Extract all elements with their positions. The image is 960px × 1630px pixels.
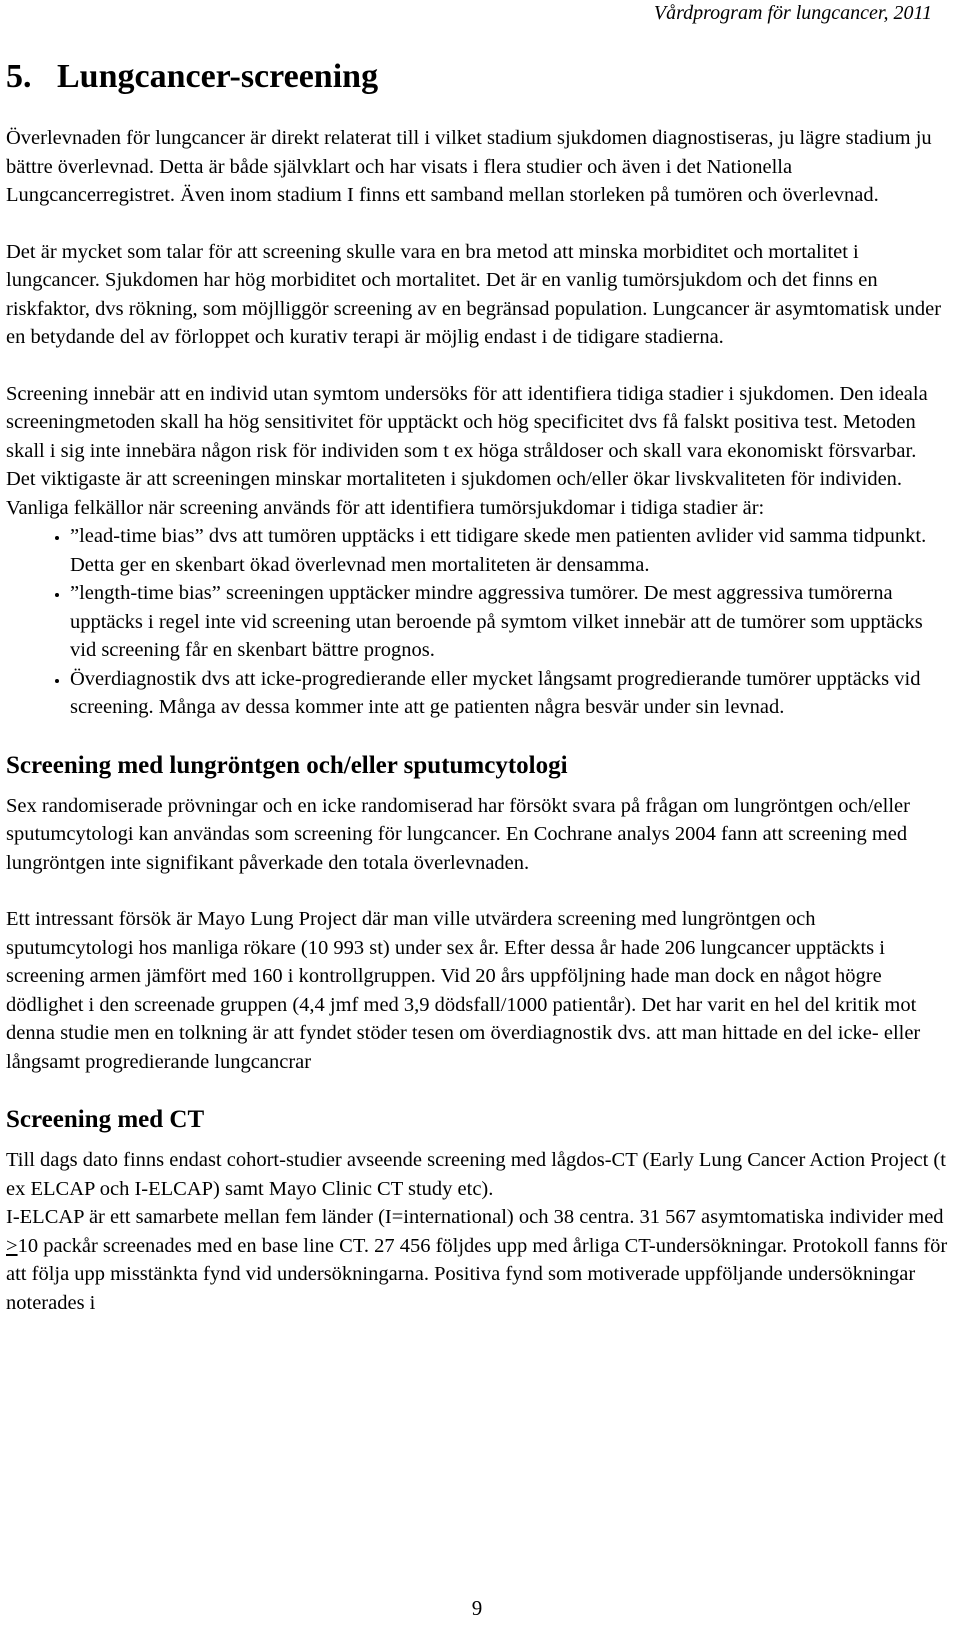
- body-text: [6, 124, 948, 1317]
- ct-text-end: 10 packår screenades med en base line CT. 27 456 följdes upp med årliga CT-undersökningar. Protokoll fanns för att följa upp misstänkta fynd vid undersökningarna. Positiva fynd som motiverade uppföljande undersökningar noterades i: [6, 1234, 948, 1314]
- running-header: Vårdprogram för lungcancer, 2011: [653, 2, 932, 24]
- motivation-paragraph: Det är mycket som talar för att screening skulle vara en bra metod att minska morbiditet och mortalitet i lungcancer. Sjukdomen har hög morbiditet och mortalitet. Det är en vanlig tumörsjukdom och det finns en riskfaktor, dvs rökning, som möjlliggör screening av en begränsad population. Lungcancer är asymtomatisk under en betydande del av förloppet och kurativ terapi är möjlig endast i de tidigare stadierna.: [6, 240, 942, 348]
- greater-than-sign: >: [6, 1234, 18, 1257]
- xray-paragraph-2: Ett intressant försök är Mayo Lung Project där man ville utvärdera screening med lungröntgen och sputumcytologi hos manliga rökare (10 993 st) under sex år. Efter dessa år hade 206 lungcancer upptäckts i screening armen jämfört med 160 i kontrollgruppen. Vid 20 års uppföljning hade man dock en något högre dödlighet i den screenade gruppen (4,4 jmf med 3,9 dödsfall/1000 patientår). Det har varit en hel del kritik mot denna studie men en tolkning är att fyndet stöder tesen om överdiagnostik dvs. att man hittade en del icke- eller långsamt progredierande lungcancrar: [6, 908, 921, 1073]
- section-heading-xray: Screening med lungröntgen och/eller sputumcytologi: [6, 751, 568, 779]
- list-item: • Överdiagnostik dvs att icke-progredierande eller mycket långsamt progredierande tumörer upptäcks vid screening. Många av dessa kommer inte att ge patienten några besvär under sin levnad.: [70, 665, 948, 722]
- section-heading-ct: Screening med CT: [6, 1106, 205, 1133]
- ct-text-start: I-ELCAP är ett samarbete mellan fem länder (I=international) och 38 centra. 31 567 asymtomatiska individer med: [6, 1206, 944, 1228]
- xray-paragraph-1: Sex randomiserade prövningar och en icke randomiserad har försökt svara på frågan om lungröntgen och/eller sputumcytologi kan användas som screening för lungcancer. En Cochrane analys 2004 fann att screening med lungröntgen inte signifikant påverkade den totala överlevnaden.: [6, 794, 910, 874]
- intro-paragraph: Överlevnaden för lungcancer är direkt relaterat till i vilket stadium sjukdomen diagnostiseras, ju lägre stadium ju bättre överlevnad. Detta är både självklart och har visats i flera studier och även i det Nationella Lungcancerregistret. Även inom stadium I finns ett samband mellan storleken på tumören och överlevnad.: [6, 127, 932, 206]
- list-item: • ”lead-time bias” dvs att tumören upptäcks i ett tidigare skede men patienten avlider vid samma tidpunkt. Detta ger en skenbart ökad överlevnad men mortaliteten är densamma.: [70, 522, 948, 579]
- ct-paragraph-1: Till dags dato finns endast cohort-studier avseende screening med lågdos-CT (Early Lung Cancer Action Project (t ex ELCAP och I-ELCAP) samt Mayo Clinic CT study etc).: [6, 1149, 946, 1200]
- chapter-title: 5. Lungcancer-screening: [6, 58, 379, 95]
- ct-paragraph-2: [6, 1203, 948, 1317]
- definition-paragraph: Screening innebär att en individ utan symtom undersöks för att identifiera tidiga stadier i sjukdomen. Den ideala screeningmetoden skall ha hög sensitivitet för upptäckt och hög specificitet dvs få falskt positiva test. Metoden skall i sig inte innebära någon risk för individen som t ex höga stråldoser och skall vara ekonomiskt försvarbar. Det viktigaste är att screeningen minskar mortaliteten i sjukdomen och/eller ökar livskvaliteten för individen. Vanliga felkällor när screening används för att identifiera tumörsjukdomar i tidiga stadier är:: [6, 382, 928, 519]
- page-number: 9: [471, 1596, 483, 1620]
- bias-list: [6, 522, 948, 722]
- list-item: • ”length-time bias” screeningen upptäcker mindre aggressiva tumörer. De mest aggressiva tumörerna upptäcks i regel inte vid screening utan beroende på symtom vilket innebär att de tumörer som upptäcks vid screening får en skenbart bättre prognos.: [70, 579, 948, 665]
